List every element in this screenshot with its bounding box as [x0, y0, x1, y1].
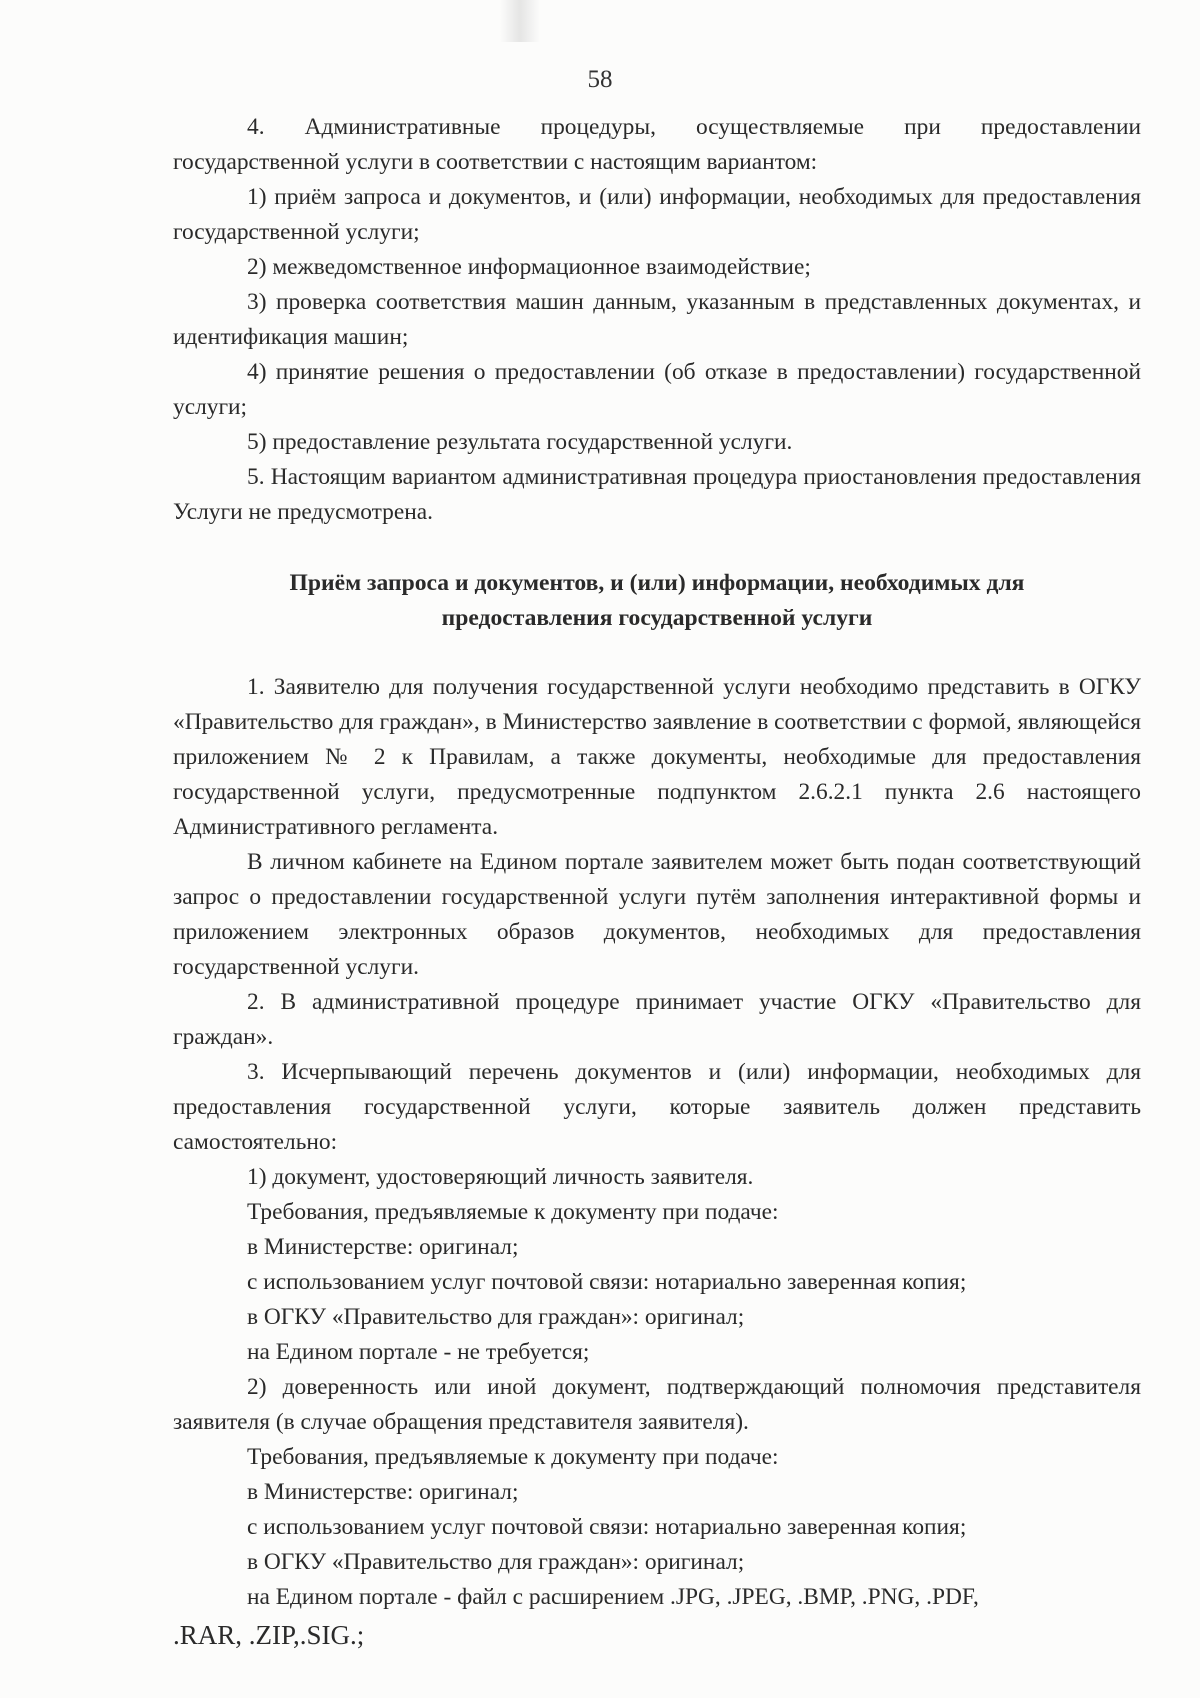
requirement-ogku-2: в ОГКУ «Правительство для граждан»: оригинал; [247, 1549, 745, 1575]
document-body [173, 110, 1141, 1655]
requirement-ministry-1: в Министерстве: оригинал; [247, 1234, 519, 1260]
requirement-portal-2: на Едином портале - файл с расширением .JPG, .JPEG, .BMP, .PNG, .PDF, [247, 1584, 979, 1610]
paragraph-intro-4: 4. Административные процедуры, осуществляемые при предоставлении государственной услуги в соответствии с настоящим вариантом: [173, 114, 1141, 175]
requirements-label-1: Требования, предъявляемые к документу при подаче: [247, 1199, 779, 1225]
requirement-post-2: с использованием услуг почтовой связи: нотариально заверенная копия; [247, 1514, 967, 1540]
list-item-5: 5) предоставление результата государственной услуги. [247, 429, 793, 455]
list-item-2: 2) межведомственное информационное взаимодействие; [247, 254, 811, 280]
paragraph-2: 2. В административной процедуре принимает участие ОГКУ «Правительство для граждан». [173, 989, 1141, 1050]
requirement-ministry-2: в Министерстве: оригинал; [247, 1479, 519, 1505]
section-heading: Приём запроса и документов, и (или) информации, необходимых для предоставления государственной услуги [289, 570, 1025, 631]
list-item-4: 4) принятие решения о предоставлении (об отказе в предоставлении) государственной услуги; [173, 359, 1141, 420]
paragraph-3: 3. Исчерпывающий перечень документов и (или) информации, необходимых для предоставления государственной услуги, которые заявитель должен представить самостоятельно: [173, 1059, 1141, 1155]
list-item-3: 3) проверка соответствия машин данным, указанным в представленных документах, и идентификация машин; [173, 289, 1141, 350]
requirement-ogku-1: в ОГКУ «Правительство для граждан»: оригинал; [247, 1304, 745, 1330]
paragraph-intro-5: 5. Настоящим вариантом административная процедура приостановления предоставления Услуги не предусмотрена. [173, 464, 1141, 525]
requirement-post-1: с использованием услуг почтовой связи: нотариально заверенная копия; [247, 1269, 967, 1295]
file-extensions-tail: .RAR, .ZIP,.SIG.; [173, 1620, 365, 1650]
list-item-1: 1) приём запроса и документов, и (или) информации, необходимых для предоставления государственной услуги; [173, 184, 1141, 245]
requirements-label-2: Требования, предъявляемые к документу при подаче: [247, 1444, 779, 1470]
scan-artifact [500, 0, 540, 42]
requirement-portal-1: на Едином портале - не требуется; [247, 1339, 590, 1365]
document-item-2: 2) доверенность или иной документ, подтверждающий полномочия представителя заявителя (в случае обращения представителя заявителя). [173, 1374, 1141, 1435]
paragraph-1: 1. Заявителю для получения государственной услуги необходимо представить в ОГКУ «Правительство для граждан», в Министерство заявление в соответствии с формой, являющейся приложением № 2 к Правилам, а также документы, необходимые для предоставления государственной услуги, предусмотренные подпунктом 2.6.2.1 пункта 2.6 настоящего Административного регламента. [173, 674, 1141, 840]
document-item-1: 1) документ, удостоверяющий личность заявителя. [247, 1164, 754, 1190]
paragraph-portal: В личном кабинете на Едином портале заявителем может быть подан соответствующий запрос о предоставлении государственной услуги путём заполнения интерактивной формы и приложением электронных образов документов, необходимых для предоставления государственной услуги. [173, 849, 1141, 980]
page-number: 58 [587, 66, 613, 93]
